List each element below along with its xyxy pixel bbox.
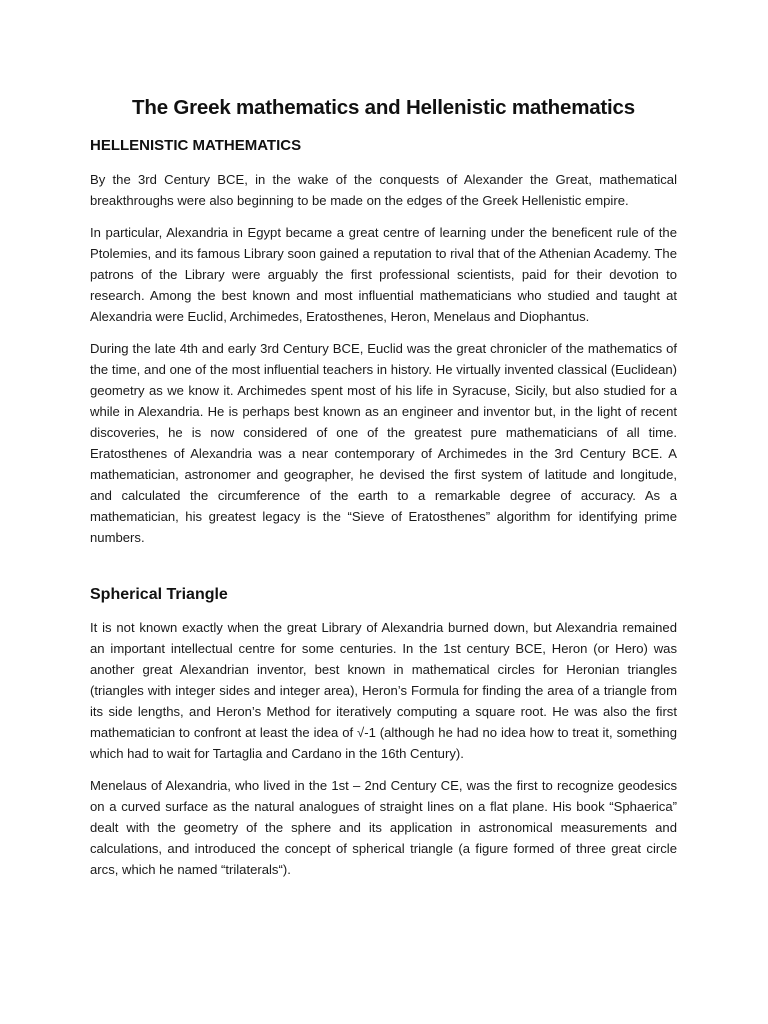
paragraph: In particular, Alexandria in Egypt became a great centre of learning under the beneficent rule of the Ptolemies, and its famous Library soon gained a reputation to rival that of the Athenian Academy. The patrons of the Library were arguably the first professional scientists, paid for their devotion to research. Among the best known and most influential mathematicians who studied and taught at Alexandria were Euclid, Archimedes, Eratosthenes, Heron, Menelaus and Diophantus.	[90, 225, 677, 324]
document-body	[90, 94, 677, 891]
section-spacer	[90, 559, 677, 584]
paragraph: Menelaus of Alexandria, who lived in the 1st – 2nd Century CE, was the first to recognize geodesics on a curved surface as the natural analogues of straight lines on a flat plane. His book “Sphaerica” dealt with the geometry of the sphere and its application in astronomical measurements and calculations, and introduced the concept of spherical triangle (a figure formed of three great circle arcs, which he named “trilaterals“).	[90, 778, 677, 877]
section-heading-hellenistic-mathematics: HELLENISTIC MATHEMATICS	[90, 137, 302, 154]
paragraph: It is not known exactly when the great Library of Alexandria burned down, but Alexandria remained an important intellectual centre for some centuries. In the 1st century BCE, Heron (or Hero) was another great Alexandrian inventor, best known in mathematical circles for Heronian triangles (triangles with integer sides and integer area), Heron’s Formula for finding the area of a triangle from its side lengths, and Heron’s Method for iteratively computing a square root. He was also the first mathematician to confront at least the idea of √-1 (although he had no idea how to treat it, something which had to wait for Tartaglia and Cardano in the 16th Century).	[90, 620, 677, 761]
paragraph: During the late 4th and early 3rd Century BCE, Euclid was the great chronicler of the mathematics of the time, and one of the most influential teachers in history. He virtually invented classical (Euclidean) geometry as we know it. Archimedes spent most of his life in Syracuse, Sicily, but also studied for a while in Alexandria. He is perhaps best known as an engineer and inventor but, in the light of recent discoveries, he is now considered of one of the greatest pure mathematicians of all time. Eratosthenes of Alexandria was a near contemporary of Archimedes in the 3rd Century BCE. A mathematician, astronomer and geographer, he devised the first system of latitude and longitude, and calculated the circumference of the earth to a remarkable degree of accuracy. As a mathematician, his greatest legacy is the “Sieve of Eratosthenes” algorithm for identifying prime numbers.	[90, 341, 677, 545]
paragraph: By the 3rd Century BCE, in the wake of the conquests of Alexander the Great, mathematical breakthroughs were also beginning to be made on the edges of the Greek Hellenistic empire.	[90, 172, 677, 208]
section-heading-spherical-triangle: Spherical Triangle	[90, 586, 228, 603]
document-title: The Greek mathematics and Hellenistic mathematics	[132, 96, 635, 119]
